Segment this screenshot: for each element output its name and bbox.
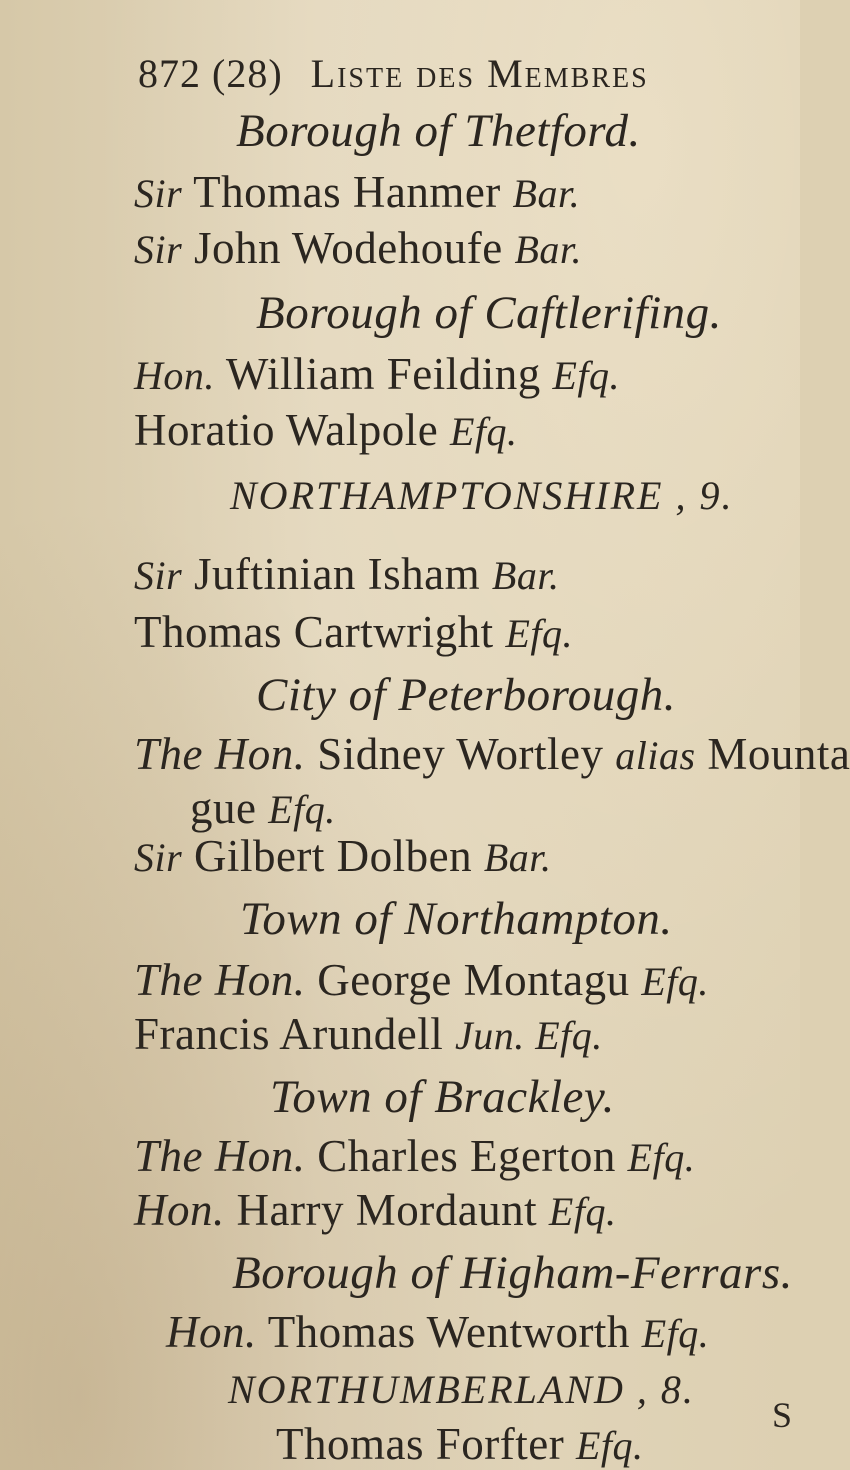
member-line: Sir John Wodehoufe Bar. xyxy=(134,223,583,273)
member-line: Sir Thomas Hanmer Bar. xyxy=(134,167,581,217)
member-line: Thomas Cartwright Efq. xyxy=(134,607,573,657)
section-heading-northampton: Town of Northampton. xyxy=(240,893,673,945)
section-heading-castlerising: Borough of Caftlerifing. xyxy=(256,287,722,339)
section-heading-peterborough: City of Peterborough. xyxy=(256,669,676,721)
page-title: Liste des Membres xyxy=(310,51,649,96)
member-line: Hon. William Feilding Efq. xyxy=(134,349,621,399)
member-line: The Hon. Sidney Wortley alias Mounta xyxy=(134,729,850,779)
member-line: Hon. Harry Mordaunt Efq. xyxy=(134,1185,617,1235)
page-number: 872 (28) xyxy=(138,51,283,96)
running-head xyxy=(138,50,649,97)
member-line: The Hon. George Montagu Efq. xyxy=(134,955,709,1005)
section-heading-thetford: Borough of Thetford. xyxy=(236,105,641,157)
member-line: Thomas Forfter Efq. xyxy=(276,1419,644,1469)
section-heading-higham-ferrars: Borough of Higham-Ferrars. xyxy=(232,1247,793,1299)
member-line: Sir Juftinian Isham Bar. xyxy=(134,549,560,599)
member-line: Sir Gilbert Dolben Bar. xyxy=(134,831,552,881)
member-line: Hon. Thomas Wentworth Efq. xyxy=(166,1307,710,1357)
section-heading-brackley: Town of Brackley. xyxy=(270,1071,615,1123)
member-line: Horatio Walpole Efq. xyxy=(134,405,518,455)
signature-mark: S xyxy=(772,1395,793,1435)
county-heading-northumberland: NORTHUMBERLAND , 8. xyxy=(228,1367,695,1412)
member-line: The Hon. Charles Egerton Efq. xyxy=(134,1131,696,1181)
member-line: Francis Arundell Jun. Efq. xyxy=(134,1009,603,1059)
member-line: gue Efq. xyxy=(190,783,336,833)
county-heading-northamptonshire: NORTHAMPTONSHIRE , 9. xyxy=(230,473,734,518)
